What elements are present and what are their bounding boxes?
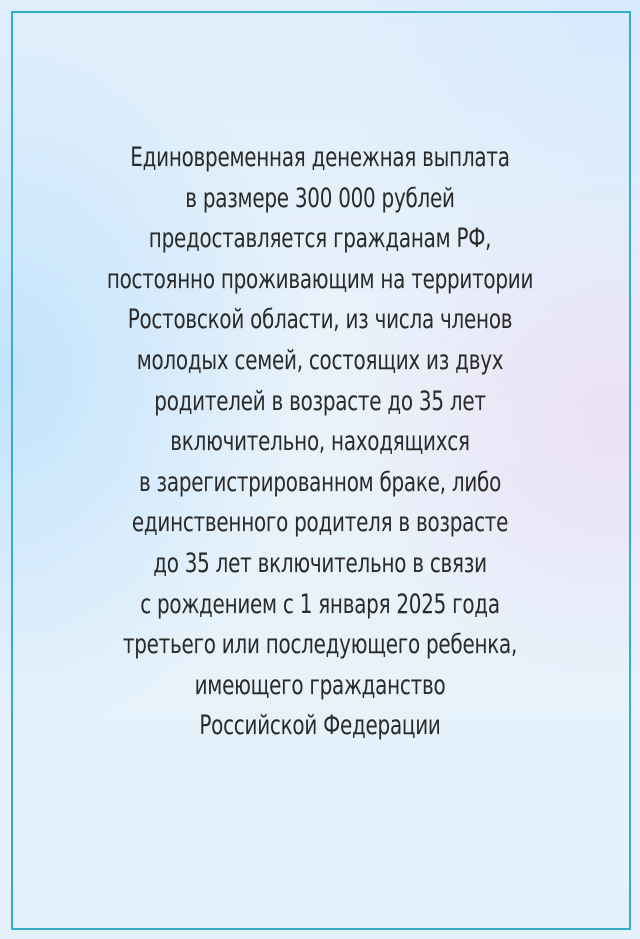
notice-line: единственного родителя в возрасте <box>131 507 509 539</box>
notice-text <box>30 138 610 747</box>
notice-line: Единовременная денежная выплата <box>130 142 510 173</box>
notice-line: предоставляется гражданам РФ, <box>148 223 492 255</box>
notice-line: Ростовской области, из числа членов <box>127 304 513 336</box>
notice-line: с рождением с 1 января 2025 года <box>140 588 500 620</box>
notice-line: в зарегистрированном браке, либо <box>138 466 502 498</box>
notice-line: постоянно проживающим на территории <box>106 263 534 295</box>
notice-line: в размере 300 000 рублей <box>185 182 455 214</box>
notice-line: включительно, находящихся <box>170 426 470 458</box>
notice-line: родителей в возрасте до 35 лет <box>154 385 486 417</box>
notice-line: молодых семей, состоящих из двух <box>136 344 504 376</box>
notice-line: третьего или последующего ребенка, <box>122 629 518 661</box>
notice-line: Российской Федерации <box>199 710 441 742</box>
notice-line: имеющего гражданство <box>194 669 446 701</box>
notice-line: до 35 лет включительно в связи <box>153 547 487 579</box>
